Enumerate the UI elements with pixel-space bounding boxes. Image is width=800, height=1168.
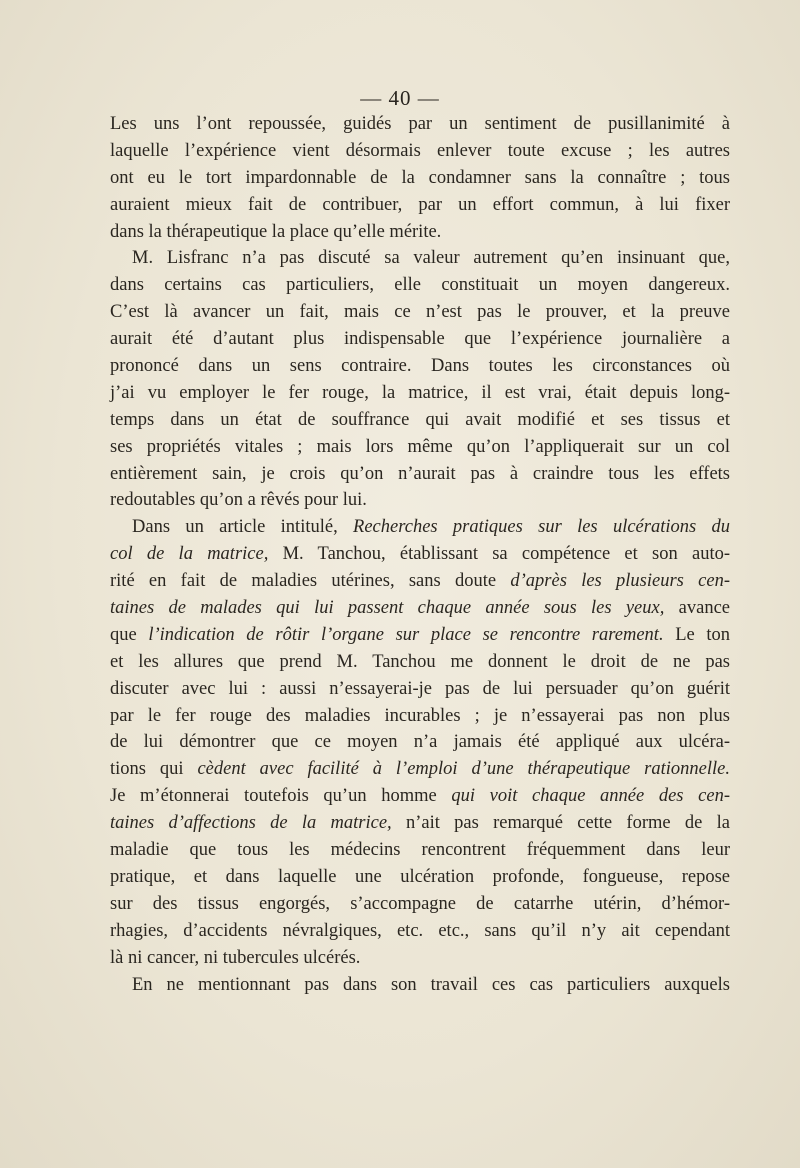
text-line: discuter avec lui : aussi n’essayerai-je pas de lui persuader qu’on guérit [110,678,730,699]
italic-segment: taines d’affections de la matrice, [110,813,392,834]
text-line: sur des tissus engorgés, s’accompagne de catarrhe utérin, d’hémor- [110,893,730,914]
text-line: pratique, et dans laquelle une ulcération profonde, fongueuse, repose [110,866,730,887]
text-line: de lui démontrer que ce moyen n’a jamais été appliqué aux ulcéra- [110,732,730,753]
text-line: j’ai vu employer le fer rouge, la matrice, il est vrai, était depuis long- [110,382,730,403]
text-segment: M. Tanchou, établissant sa compétence et son auto- [268,544,730,565]
text-line: dans la thérapeutique la place qu’elle mérite. [110,221,442,242]
text-line: entièrement sain, je crois qu’on n’aurait pas à craindre tous les effets [110,463,730,484]
text-line: auraient mieux fait de contribuer, par un effort commun, à lui fixer [110,194,730,215]
italic-segment: d’après les plusieurs cen- [510,571,730,592]
text-line [110,756,730,783]
italic-segment: l’indication de rôtir l’organe sur place se rencontre rarement. [148,624,664,645]
text-segment: Dans un article intitulé, [132,517,354,538]
text-line [110,595,730,622]
text-line: C’est là avancer un fait, mais ce n’est pas le prouver, et la preuve [110,302,730,323]
text-segment: Le ton [663,624,730,645]
text-line: maladie que tous les médecins rencontrent fréquemment dans leur [110,840,730,861]
text-line: ses propriétés vitales ; mais lors même qu’on l’appliquerait sur un col [110,436,730,457]
text-line [110,783,730,810]
text-line: temps dans un état de souffrance qui avait modifié et ses tissus et [110,409,730,430]
text-segment: n’ait pas remarqué cette forme de la [391,813,730,834]
italic-segment: Recherches pratiques sur les ulcérations du [353,517,730,538]
text-segment: Je m’étonnerai toutefois qu’un homme [110,786,452,807]
text-segment: tions qui [110,759,198,780]
italic-segment: cèdent avec facilité à l’emploi d’une thérapeutique rationnelle. [197,759,730,780]
text-line: prononcé dans un sens contraire. Dans toutes les circonstances où [110,356,730,377]
text-line: Les uns l’ont repoussée, guidés par un sentiment de pusillanimité à [110,114,730,134]
body-text [110,111,730,998]
text-line: dans certains cas particuliers, elle constituait un moyen dangereux. [110,275,730,296]
text-line: et les allures que prend M. Tanchou me donnent le droit de ne pas [110,651,730,672]
text-line: rhagies, d’accidents névralgiques, etc. etc., sans qu’il n’y ait cependant [110,920,730,941]
italic-segment: qui voit chaque année des cen- [451,786,730,807]
text-line [110,622,730,649]
text-line: par le fer rouge des maladies incurables ; je n’essayerai pas non plus [110,705,730,726]
text-line [110,541,730,568]
text-segment: rité en fait de maladies utérines, sans doute [110,571,511,592]
text-line [110,810,730,837]
text-line [110,568,730,595]
italic-segment: taines de malades qui lui passent chaque année sous les yeux, [110,598,665,619]
text-line: En ne mentionnant pas dans son travail ces cas particuliers auxquels [132,974,730,995]
text-segment: que [110,624,149,645]
text-line: ont eu le tort impardonnable de la condamner sans la connaître ; tous [110,167,730,188]
italic-segment: col de la matrice, [110,544,269,565]
text-line: aurait été d’autant plus indispensable que l’expérience journalière a [110,329,730,350]
text-line: M. Lisfranc n’a pas discuté sa valeur autrement qu’en insinuant que, [132,248,730,269]
text-segment: avance [664,598,730,619]
text-line: là ni cancer, ni tubercules ulcérés. [110,947,361,968]
page-number: — 40 — [360,86,440,110]
text-line [110,514,730,541]
text-line: laquelle l’expérience vient désormais enlever toute excuse ; les autres [110,140,730,161]
text-line: redoutables qu’on a rêvés pour lui. [110,490,367,511]
